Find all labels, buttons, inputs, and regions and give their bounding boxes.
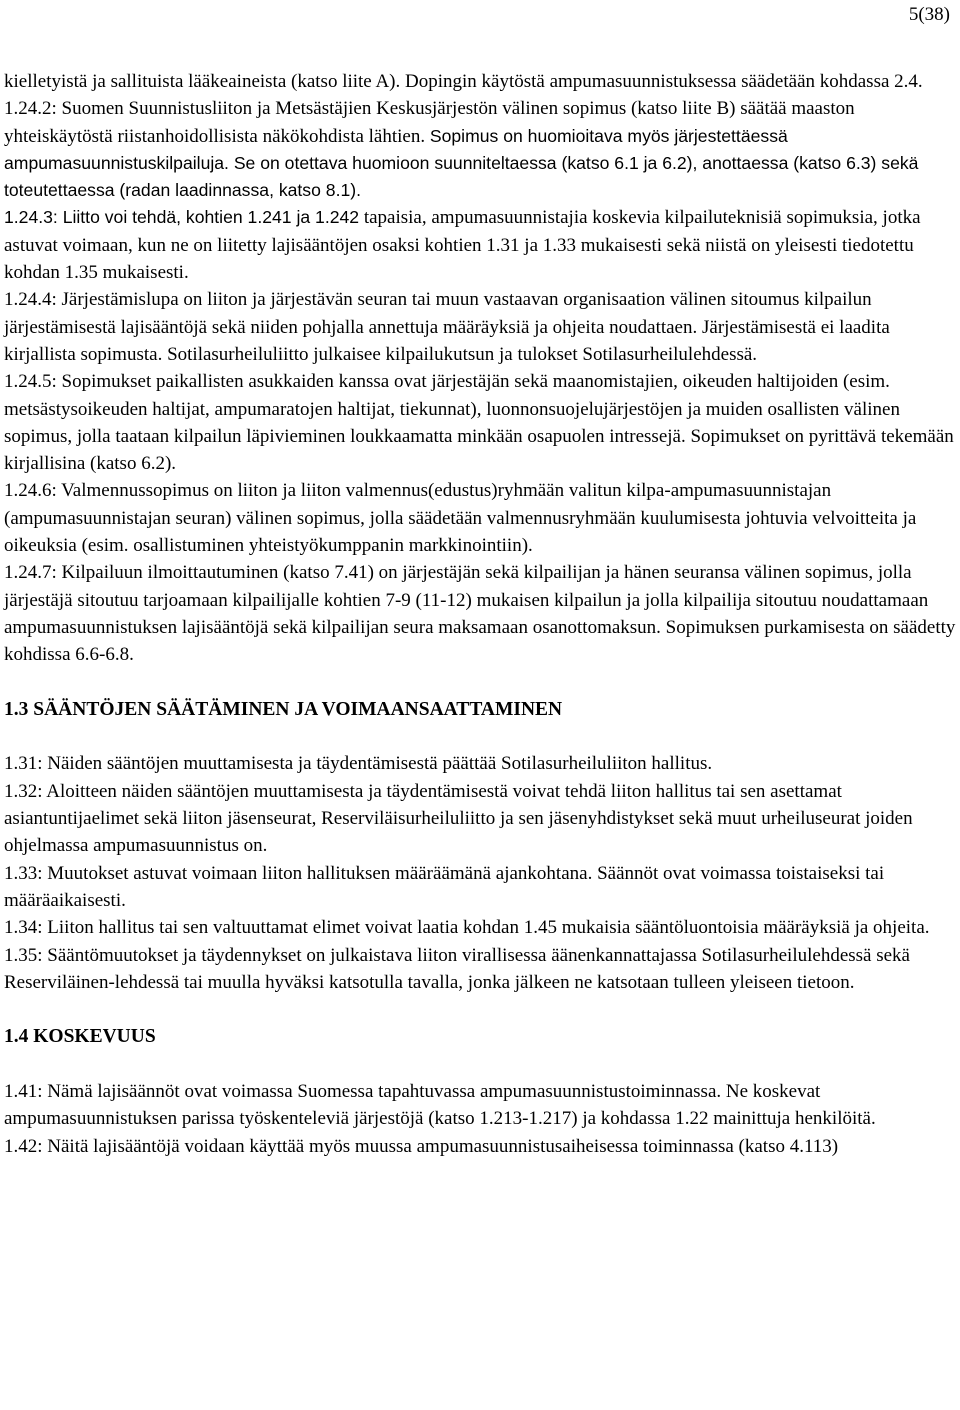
paragraph-1-34: 1.34: Liiton hallitus tai sen valtuuttamat elimet voivat laatia kohdan 1.45 mukaisia sääntöluontoisia määräyksiä ja ohjeita. <box>4 917 930 939</box>
paragraph-1-33: 1.33: Muutokset astuvat voimaan liiton hallituksen määräämänä ajankohtana. Säännöt ovat voimassa toistaiseksi tai määräaikaisesti. <box>4 862 885 911</box>
paragraph-doping: kielletyistä ja sallituista lääkeaineista (katso liite A). Dopingin käytöstä ampumasuunnistuksessa säädetään kohdassa 2.4. <box>4 71 923 92</box>
paragraph-1-24-6: 1.24.6: Valmennussopimus on liiton ja liiton valmennus(edustus)ryhmään valitun kilpa-ampumasuunnistajan (ampumasuunnistajan seuran) välinen sopimus, jolla säädetään valmennusryhmään kuulumisesta johtuvia velvoitteita ja oikeuksia (esim. osallistuminen yhteistyökumppanin markkinointiin). <box>4 480 917 557</box>
paragraph-1-24-5: 1.24.5: Sopimukset paikallisten asukkaiden kanssa ovat järjestäjän sekä maanomistajien, oikeuden haltijoiden (esim. metsästysoikeuden haltijat, ampumaratojen haltijat, tiekunnat), luonnonsuojelujärjestöjen ja muiden osallisten välinen sopimus, jolla taataan kilpailun läpivieminen loukkaamatta minkään osapuolen intressejä. Sopimukset on pyrittävä tekemään kirjallisina (katso 6.2). <box>4 371 954 475</box>
paragraph-1-24-4: 1.24.4: Järjestämislupa on liiton ja järjestävän seuran tai muun vastaavan organisaation välinen sitoumus kilpailun järjestämisestä lajisääntöjä sekä niiden pohjalla annettuja määräyksiä ja ohjeita noudattaen. Järjestämisestä ei laadita kirjallista sopimusta. Sotilasurheiluliitto julkaisee kilpailukutsun ja tulokset Sotilasurheilulehdessä. <box>4 289 890 365</box>
paragraph-1-24-2-sans: Sopimus on huomioitava myös järjestettäessä ampumasuunnistuskilpailuja. Se on otettava huomioon suunniteltaessa (katso 6.1 ja 6.2), anottaessa (katso 6.3) sekä toteutettaessa (radan laadinnassa, katso 8.1). <box>4 125 919 201</box>
section-heading-1-4: 1.4 KOSKEVUUS <box>4 1026 156 1048</box>
paragraph-1-42: 1.42: Näitä lajisääntöjä voidaan käyttää myös muussa ampumasuunnistusaiheisessa toiminnassa (katso 4.113) <box>4 1135 839 1157</box>
paragraph-1-24-3 <box>4 204 956 286</box>
document-body <box>4 68 956 1160</box>
paragraph-1-24-3-serif: tapaisia, ampumasuunnistajia koskevia kilpailuteknisiä sopimuksia, jotka astuvat voimaan, kun ne on liitetty lajisääntöjen osaksi kohtien 1.31 ja 1.33 mukaisesti sekä niistä on yleisesti tiedotettu kohdan 1.35 mukaisesti. <box>4 207 921 284</box>
paragraph-1-32: 1.32: Aloitteen näiden sääntöjen muuttamisesta ja täydentämisestä voivat tehdä liiton hallitus tai sen asettamat asiantuntijaelimet sekä liiton jäsenseurat, Reserviläisurheiluliitto ja sen jäsenyhdistykset sekä muut urheiluseurat joiden ohjelmassa ampumasuunnistus on. <box>4 780 913 857</box>
paragraph-1-35: 1.35: Sääntömuutokset ja täydennykset on julkaistava liiton virallisessa äänenkannattajassa Sotilasurheilulehdessä sekä Reserviläinen-lehdessä tai muulla hyväksi katsotulla tavalla, jonka jälkeen ne katsotaan tulleen yleiseen tietoon. <box>4 944 910 993</box>
page-number: 5(38) <box>908 4 950 25</box>
paragraph-1-31: 1.31: Näiden sääntöjen muuttamisesta ja täydentämisestä päättää Sotilasurheiluliiton hallitus. <box>4 753 713 775</box>
paragraph-1-24-7: 1.24.7: Kilpailuun ilmoittautuminen (katso 7.41) on järjestäjän sekä kilpailijan ja hänen seuransa välinen sopimus, jolla järjestäjä sitoutuu tarjoamaan kilpailijalle kohtien 7-9 (11-12) mukaisen kilpailun ja jolla kilpailija sitoutuu noudattamaan ampumasuunnistuksen lajisääntöjä sekä kilpailijan seura maksamaan osanottomaksun. Sopimuksen purkamisesta on säädetty kohdissa 6.6-6.8. <box>4 562 956 666</box>
paragraph-1-24-3-sans: 1.24.3: Liitto voi tehdä, kohtien 1.241 ja 1.242 <box>4 207 360 228</box>
paragraph-1-24-2-serif: 1.24.2: Suomen Suunnistusliiton ja Metsästäjien Keskusjärjestön välinen sopimus (katso liite B) säätää maaston yhteiskäytöstä riistanhoidollisista näkökohdista lähtien. <box>4 98 855 147</box>
paragraph-1-41: 1.41: Nämä lajisäännöt ovat voimassa Suomessa tapahtuvassa ampumasuunnistustoiminnassa. Ne koskevat ampumasuunnistuksen parissa työskenteleviä järjestöjä (katso 1.213-1.217) ja kohdassa 1.22 mainittuja henkilöitä. <box>4 1080 876 1130</box>
paragraph-1-24-2 <box>4 95 956 204</box>
section-heading-1-3: 1.3 SÄÄNTÖJEN SÄÄTÄMINEN JA VOIMAANSAATTAMINEN <box>4 698 563 720</box>
